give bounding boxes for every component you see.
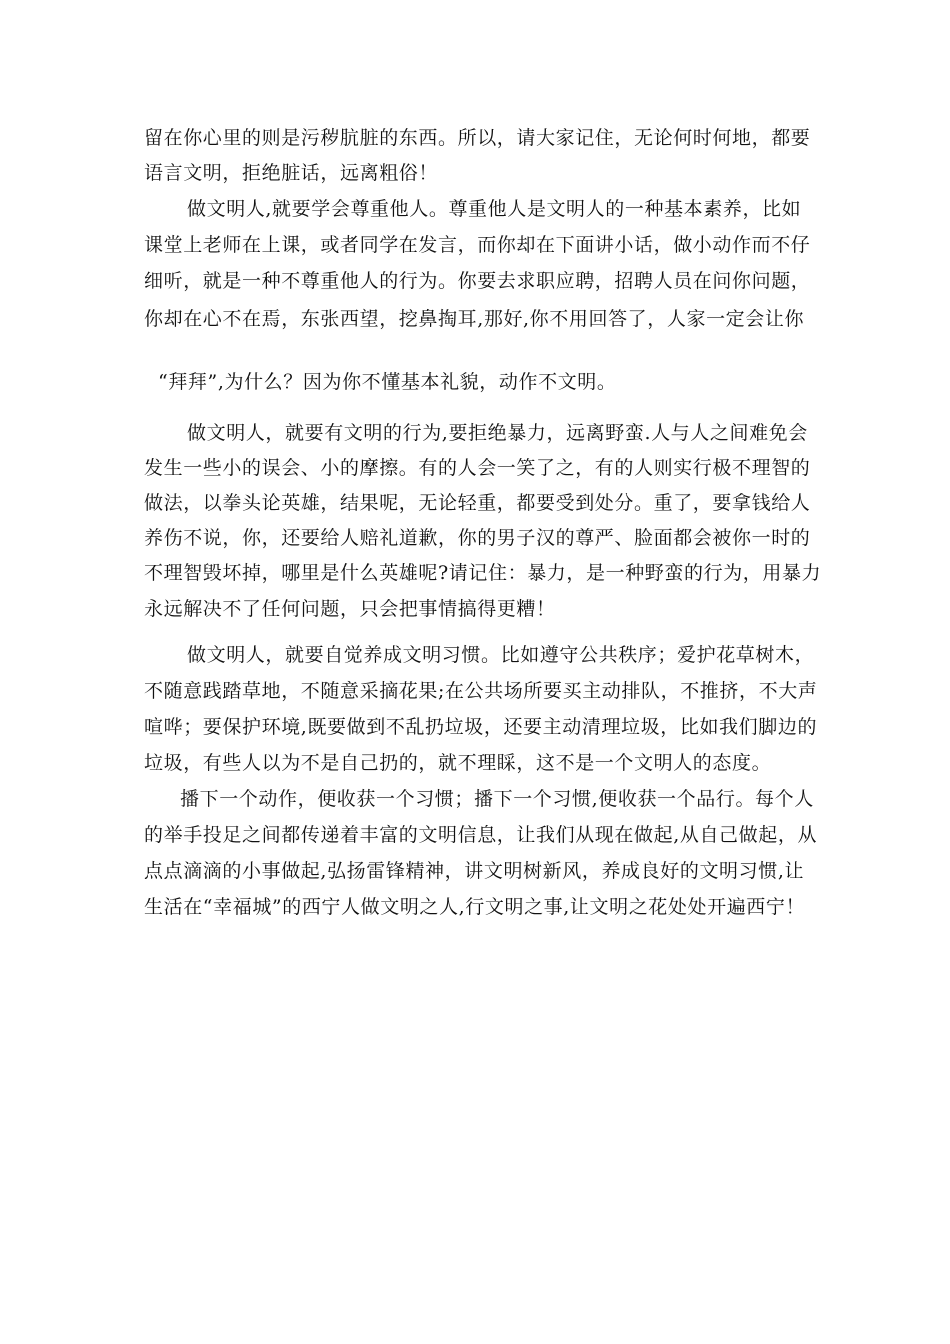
text-line-20: 点点滴滴的小事做起,弘扬雷锋精神，讲文明树新风，养成良好的文明习惯,让 [144,860,805,882]
text-line-5: 细听，就是一种不尊重他人的行为。你要去求职应聘，招聘人员在问你问题， [144,270,811,292]
text-line-1: 留在你心里的则是污秽肮脏的东西。所以，请大家记住，无论何时何地，都要 [144,127,811,149]
text-line-15: 不随意践踏草地，不随意采摘花果;在公共场所要买主动排队，不推挤，不大声 [144,680,818,702]
text-line-19: 的举手投足之间都传递着丰富的文明信息，让我们从现在做起,从自己做起，从 [144,824,818,846]
text-line-7: “拜拜”,为什么？因为你不懂基本礼貌，动作不文明。 [158,371,617,393]
text-line-6: 你却在心不在焉，东张西望，挖鼻掏耳,那好,你不用回答了，人家一定会让你 [144,308,805,330]
paragraph-violence-start: 做文明人，就要有文明的行为,要拒绝暴力，远离野蛮.人与人之间难免会 [187,422,808,444]
paragraph-respect-start: 做文明人,就要学会尊重他人。尊重他人是文明人的一种基本素养，比如 [187,198,802,220]
text-line-21: 生活在“幸福城”的西宁人做文明之人,行文明之事,让文明之花处处开遍西宁！ [144,896,806,918]
text-line-10: 做法，以拳头论英雄，结果呢，无论轻重，都要受到处分。重了，要拿钱给人 [144,492,811,514]
text-line-17: 垃圾，有些人以为不是自己扔的，就不理睬，这不是一个文明人的态度。 [144,752,772,774]
text-line-4: 课堂上老师在上课，或者同学在发言，而你却在下面讲小话，做小动作而不仔 [144,234,811,256]
text-line-11: 养伤不说，你，还要给人赔礼道歉，你的男子汉的尊严、脸面都会被你一时的 [144,527,811,549]
text-line-16: 喧哗；要保护环境,既要做到不乱扔垃圾，还要主动清理垃圾，比如我们脚边的 [144,716,818,738]
paragraph-habits-start: 做文明人，就要自觉养成文明习惯。比如遵守公共秩序；爱护花草树木， [187,644,815,666]
text-line-2: 语言文明，拒绝脏话，远离粗俗！ [144,162,439,184]
text-line-12: 不理智毁坏掉，哪里是什么英雄呢?请记住：暴力，是一种野蛮的行为，用暴力 [144,562,822,584]
paragraph-conclusion-start: 播下一个动作，便收获一个习惯；播下一个习惯,便收获一个品行。每个人 [180,788,814,810]
text-line-13: 永远解决不了任何问题，只会把事情搞得更糟！ [144,598,556,620]
text-line-9: 发生一些小的误会、小的摩擦。有的人会一笑了之，有的人则实行极不理智的 [144,457,811,479]
